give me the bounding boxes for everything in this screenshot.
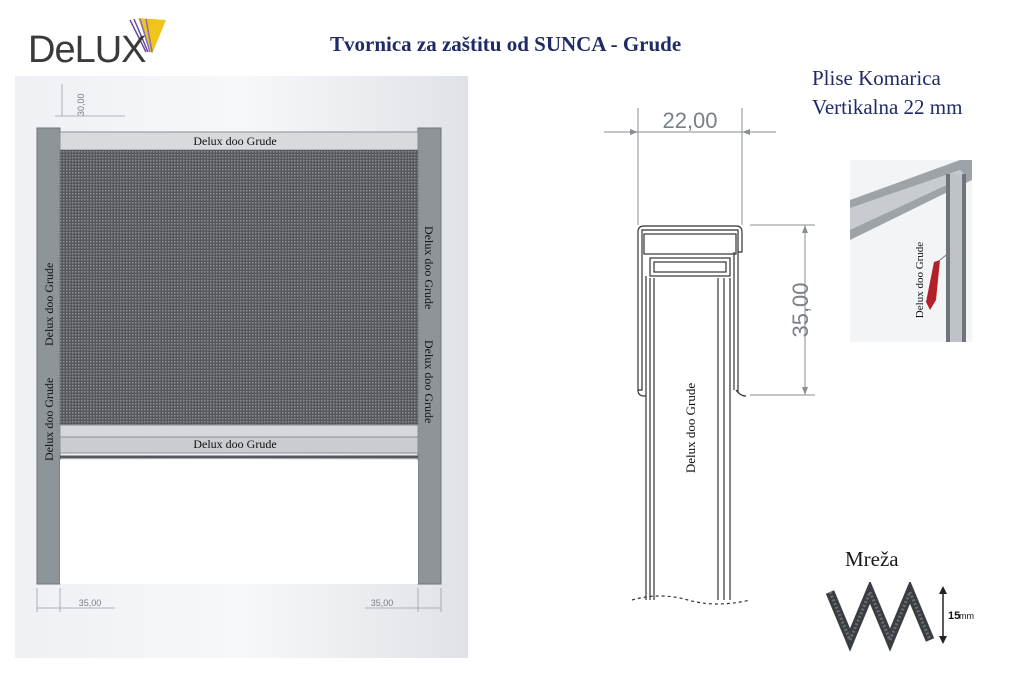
- dim-bottom-right-value: 35,00: [370, 598, 394, 608]
- logo-wordmark: DeLUX: [28, 29, 146, 71]
- dim-height-value: 35,00: [788, 282, 813, 338]
- dim-width-value: 22,00: [662, 108, 718, 133]
- left-post-label-1: Delux doo Grude: [42, 377, 56, 461]
- front-view-drawing: [15, 76, 468, 658]
- profile-label: Delux doo Grude: [683, 382, 698, 474]
- bottom-rail: [60, 425, 418, 437]
- mesh-area: [60, 150, 418, 425]
- dim-top-value: 30,00: [76, 93, 86, 116]
- corner-detail-photo: [850, 160, 972, 342]
- mesh-pleat-diagram: [825, 582, 975, 652]
- corner-photo-label: Delux doo Grude: [914, 241, 926, 319]
- mesh-dim-value: 15: [948, 610, 961, 622]
- mesh-dim-unit: mm: [959, 611, 974, 621]
- right-post-label-2: Delux doo Grude: [422, 340, 436, 424]
- product-name: Plise Komarica: [812, 66, 941, 90]
- left-post-label-2: Delux doo Grude: [42, 262, 56, 346]
- page-title: Tvornica za zaštitu od SUNCA - Grude: [330, 32, 682, 56]
- left-post: [37, 128, 60, 584]
- profile-section-drawing: [600, 100, 840, 610]
- right-post-label-1: Delux doo Grude: [422, 226, 436, 310]
- bottom-rail-label: Delux doo Grude: [193, 437, 277, 451]
- dim-bottom-left-value: 35,00: [78, 598, 102, 608]
- product-variant: Vertikalna 22 mm: [812, 95, 963, 119]
- top-rail-label: Delux doo Grude: [193, 134, 277, 148]
- mesh-label: Mreža: [845, 547, 899, 571]
